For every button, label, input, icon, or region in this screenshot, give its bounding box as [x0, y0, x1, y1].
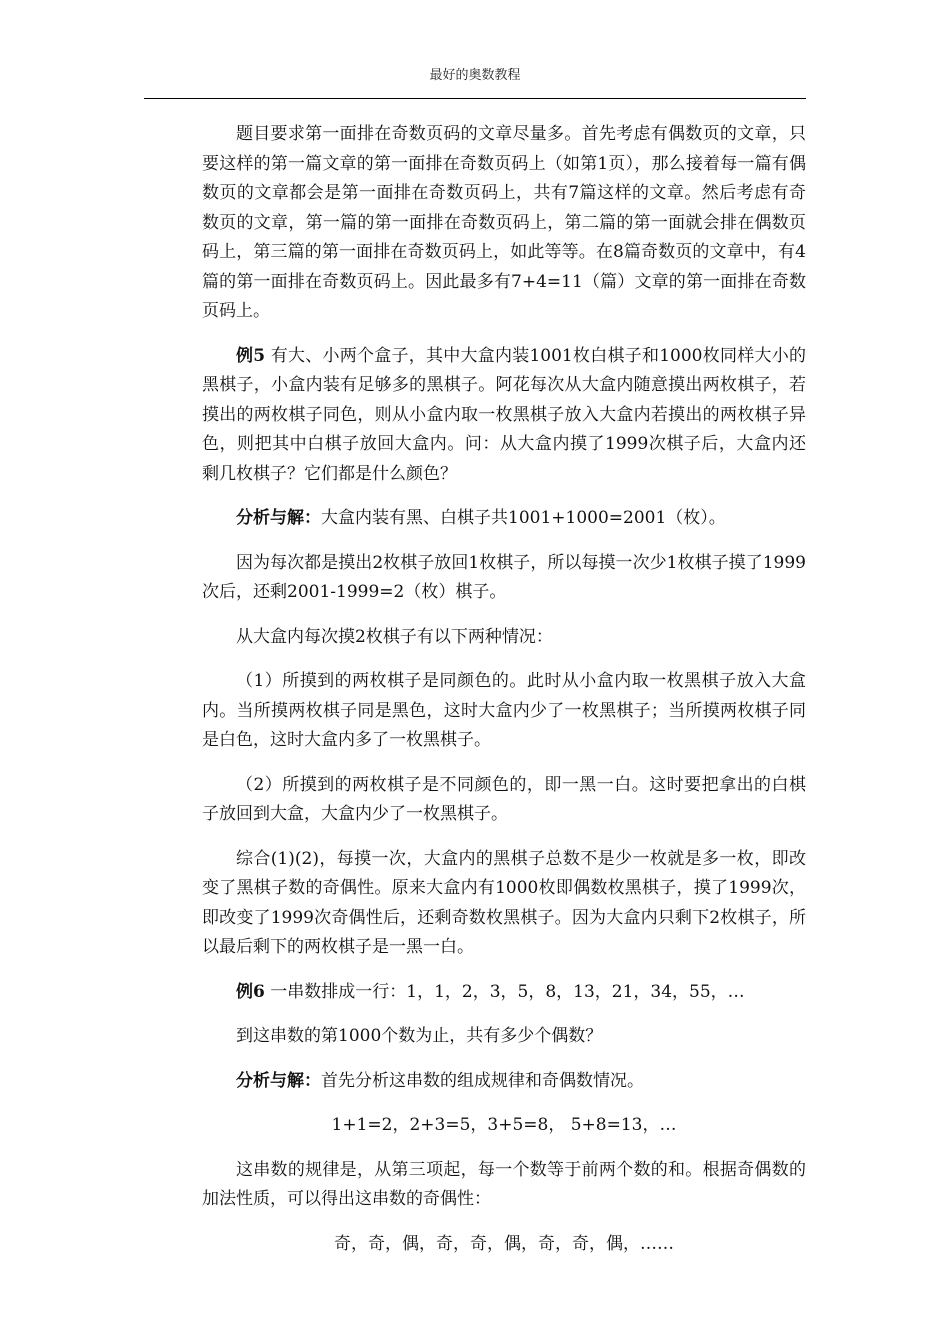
example-5-text: 有大、小两个盒子，其中大盒内装1001枚白棋子和1000枚同样大小的黑棋子，小盒内装有足够多的黑棋子。阿花每次从大盒内随意摸出两枚棋子，若摸出的两枚棋子同色，则从小盒内取一枚黑棋子放入大盒内若摸出的两枚棋子异色，则把其中白棋子放回大盒内。问：从大盒内摸了1999次棋子后，大盒内还剩几枚棋子？它们都是什么颜色？ [202, 345, 806, 484]
paragraph-count-reasoning: 因为每次都是摸出2枚棋子放回1枚棋子，所以每摸一次少1枚棋子摸了1999次后，还剩2001-1999=2（枚）棋子。 [202, 552, 806, 602]
example-5 [202, 342, 806, 490]
example-6-text: 一串数排成一行：1，1，2，3，5，8，13，21，34，55，… [264, 981, 745, 1002]
solution-6-label: 分析与解： [236, 1070, 321, 1091]
paragraph-question-6: 到这串数的第1000个数为止，共有多少个偶数？ [236, 1026, 603, 1046]
example-6 [202, 978, 806, 1008]
example-6-label: 例6 [236, 981, 265, 1002]
page-header: 最好的奥数教程 [429, 68, 521, 83]
paragraph-case-1: （1）所摸到的两枚棋子是同颜色的。此时从小盒内取一枚黑棋子放入大盒内。当所摸两枚棋子同是黑色，这时大盒内少了一枚黑棋子；当所摸两枚棋子同是白色，这时大盒内多了一枚黑棋子。 [202, 671, 806, 750]
solution-5 [202, 504, 806, 534]
example-5-label: 例5 [236, 345, 266, 366]
formula-parity: 奇，奇，偶，奇，奇，偶，奇，奇，偶，…… [334, 1233, 674, 1254]
paragraph-pattern: 这串数的规律是，从第三项起，每一个数等于前两个数的和。根据奇偶数的加法性质，可以得出这串数的奇偶性： [202, 1159, 806, 1209]
formula-sums: 1+1=2，2+3=5，3+5=8， 5+8=13，… [331, 1115, 677, 1135]
solution-6 [202, 1067, 806, 1097]
solution-5-text: 大盒内装有黑、白棋子共1001+1000=2001（枚）。 [321, 508, 726, 528]
document-body [202, 120, 806, 1259]
solution-6-text: 首先分析这串数的组成规律和奇偶数情况。 [321, 1070, 644, 1091]
paragraph-solution-intro: 题目要求第一面排在奇数页码的文章尽量多。首先考虑有偶数页的文章，只要这样的第一篇文章的第一面排在奇数页码上（如第1页），那么接着每一篇有偶数页的文章都会是第一面排在奇数页码上，共有7篇这样的文章。然后考虑有奇数页的文章，第一篇的第一面排在奇数页码上，第二篇的第一面就会排在偶数页码上，第三篇的第一面排在奇数页码上，如此等等。在8篇奇数页的文章中，有4篇的第一面排在奇数页码上。因此最多有7+4=11（篇）文章的第一面排在奇数页码上。 [202, 124, 806, 321]
paragraph-case-2: （2）所摸到的两枚棋子是不同颜色的，即一黑一白。这时要把拿出的白棋子放回到大盒，大盒内少了一枚黑棋子。 [202, 774, 806, 824]
solution-5-label: 分析与解： [236, 508, 321, 528]
paragraph-conclusion: 综合(1)(2)，每摸一次，大盒内的黑棋子总数不是少一枚就是多一枚，即改变了黑棋子数的奇偶性。原来大盒内有1000枚即偶数枚黑棋子，摸了1999次，即改变了1999次奇偶性后，还剩奇数枚黑棋子。因为大盒内只剩下2枚棋子，所以最后剩下的两枚棋子是一黑一白。 [202, 848, 806, 957]
header-rule [144, 98, 806, 99]
paragraph-two-cases: 从大盒内每次摸2枚棋子有以下两种情况： [236, 626, 553, 647]
